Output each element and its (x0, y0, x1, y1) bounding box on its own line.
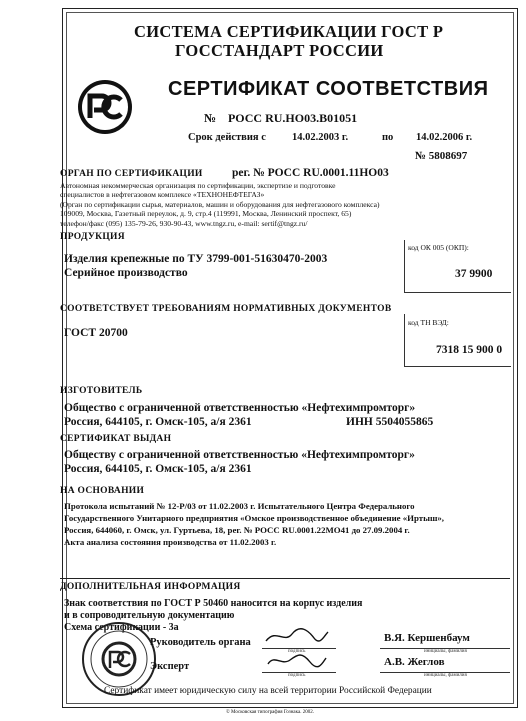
product-label: ПРОДУКЦИЯ (60, 232, 125, 242)
product-production: Серийное производство (64, 267, 188, 279)
tnved-code-label: код ТН ВЭД: (408, 318, 449, 327)
tnved-code: 7318 15 900 0 (436, 344, 503, 356)
manufacturer-label: ИЗГОТОВИТЕЛЬ (60, 386, 143, 396)
printer-imprint: © Московская типография Гознака. 2002. (226, 710, 314, 715)
rst-logo-icon (76, 78, 134, 136)
manufacturer-address: Россия, 644105, г. Омск-105, а/я 2361 (64, 416, 252, 428)
manufacturer-name: Общество с ограниченной ответственностью «Нефтехимпромторг» (64, 402, 416, 414)
head-name: В.Я. Кершенбаум (384, 632, 470, 644)
validity-to-label: по (382, 132, 394, 143)
validity-to: 14.02.2006 г. (416, 132, 473, 143)
requirements-standard: ГОСТ 20700 (64, 327, 128, 339)
expert-name-caption: инициалы, фамилия (424, 673, 467, 678)
requirements-label: СООТВЕТСТВУЕТ ТРЕБОВАНИЯМ НОРМАТИВНЫХ ДОКУМЕНТОВ (60, 304, 392, 314)
manufacturer-inn: ИНН 5504055865 (346, 416, 434, 428)
head-sign-caption: подпись (288, 649, 306, 654)
organ-reg-number: рег. № РОСС RU.0001.11НО03 (232, 167, 389, 179)
validity-from: 14.02.2003 г. (292, 132, 349, 143)
product-name: Изделия крепежные по ТУ 3799-001-51630470-2003 (64, 253, 328, 265)
expert-signature-icon (262, 650, 332, 670)
expert-sign-caption: подпись (288, 673, 306, 678)
expert-name: А.В. Жеглов (384, 656, 445, 668)
validity-footer: Сертификат имеет юридическую силу на всей территории Российской Федерации (104, 686, 432, 696)
organ-details: Автономная некоммерческая организация по сертификации, экспертизе и подготовке специалистов в нефтегазовом комплексе «ТЕХНОНЕФТЕГАЗ» (Орган по сертификации сырья, материалов, машин и оборудования для нефтегазового комплекса) 109009, Москва, Газетный переулок, д. 9, стр.4 (119991, Москва, Ленинский проспект, 65) телефон/факс (095) 135-79-26, 930-90-43, www.tngz.ru, e-mail: sertif@tngz.ru/ (60, 181, 380, 228)
validity-label: Срок действия с (188, 132, 266, 143)
basis-text: Протокола испытаний № 12-Р/03 от 11.02.2003 г. Испытательного Центра Федерального Государственного Унитарного предприятия «Омское производственное объединение «Иртыш», Россия, 644060, г. Омск, ул. Гуртьева, 18, рег. № РОСС RU.0001.22МО41 до 27.09.2004 г. Акта анализа состояния производства от 11.02.2003 г. (64, 501, 444, 547)
additional-label: ДОПОЛНИТЕЛЬНАЯ ИНФОРМАЦИЯ (60, 582, 241, 592)
header-gosstandart: ГОССТАНДАРТ РОССИИ (175, 41, 384, 60)
certificate-title: СЕРТИФИКАТ СООТВЕТСТВИЯ (168, 78, 489, 100)
head-label: Руководитель органа (150, 637, 251, 648)
number-prefix: № (204, 111, 217, 125)
issued-name: Обществу с ограниченной ответственностью «Нефтехимпромторг» (64, 449, 415, 461)
head-name-caption: инициалы, фамилия (424, 649, 467, 654)
issued-label: СЕРТИФИКАТ ВЫДАН (60, 434, 172, 444)
additional-text: Знак соответствия по ГОСТ Р 50460 наносится на корпус изделия и в сопроводительную документацию Схема сертификации - 3а (64, 598, 363, 633)
head-signature-icon (262, 626, 332, 646)
blank-serial-number: № 5808697 (415, 150, 468, 162)
basis-label: НА ОСНОВАНИИ (60, 486, 145, 496)
header-system: СИСТЕМА СЕРТИФИКАЦИИ ГОСТ Р (134, 22, 444, 41)
expert-label: Эксперт (150, 661, 190, 672)
product-code: 37 9900 (455, 268, 493, 280)
issued-address: Россия, 644105, г. Омск-105, а/я 2361 (64, 463, 252, 475)
organ-label: ОРГАН ПО СЕРТИФИКАЦИИ (60, 169, 203, 179)
product-code-label: код ОК 005 (ОКП): (408, 243, 469, 252)
certificate-number: РОСС RU.НО03.В01051 (228, 111, 358, 125)
divider (60, 578, 510, 579)
